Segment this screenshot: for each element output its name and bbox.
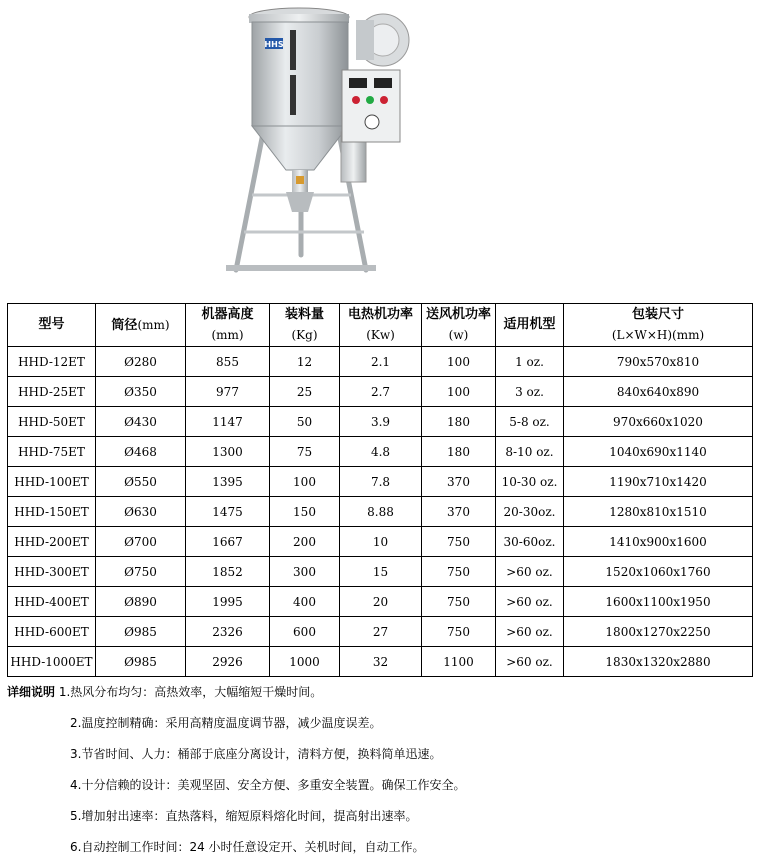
svg-text:HHS: HHS <box>264 40 284 49</box>
cell-package-size: 1190x710x1420 <box>564 467 753 497</box>
spec-table <box>7 303 753 677</box>
hopper-dryer-image <box>216 0 416 280</box>
cell-package-size: 970x660x1020 <box>564 407 753 437</box>
cell-package-size: 1040x690x1140 <box>564 437 753 467</box>
cell-heater-power: 8.88 <box>340 497 422 527</box>
cell-blower-power: 100 <box>422 347 496 377</box>
cell-blower-power: 750 <box>422 587 496 617</box>
cell-capacity: 25 <box>270 377 340 407</box>
header-diameter: 筒径(mm) <box>96 304 186 347</box>
header-height: 机器高度 (mm) <box>186 304 270 347</box>
cell-diameter: Ø430 <box>96 407 186 437</box>
cell-height: 1852 <box>186 557 270 587</box>
cell-height: 1300 <box>186 437 270 467</box>
cell-package-size: 1410x900x1600 <box>564 527 753 557</box>
cell-heater-power: 4.8 <box>340 437 422 467</box>
cell-machine-size: >60 oz. <box>496 647 564 677</box>
note-text: 1.热风分布均匀：高热效率，大幅缩短干燥时间。 <box>58 685 323 699</box>
note-item <box>7 683 322 700</box>
cell-heater-power: 7.8 <box>340 467 422 497</box>
details-heading: 详细说明 <box>7 685 56 699</box>
cell-height: 2326 <box>186 617 270 647</box>
cell-machine-size: >60 oz. <box>496 557 564 587</box>
table-body <box>8 347 753 677</box>
cell-heater-power: 2.1 <box>340 347 422 377</box>
cell-capacity: 150 <box>270 497 340 527</box>
cell-height: 2926 <box>186 647 270 677</box>
cell-machine-size: 3 oz. <box>496 377 564 407</box>
table-row <box>8 587 753 617</box>
header-blower-power: 送风机功率 (w) <box>422 304 496 347</box>
cell-capacity: 100 <box>270 467 340 497</box>
cell-blower-power: 100 <box>422 377 496 407</box>
cell-height: 1995 <box>186 587 270 617</box>
cell-package-size: 790x570x810 <box>564 347 753 377</box>
cell-machine-size: >60 oz. <box>496 587 564 617</box>
cell-machine-size: 10-30 oz. <box>496 467 564 497</box>
cell-blower-power: 180 <box>422 437 496 467</box>
cell-blower-power: 1100 <box>422 647 496 677</box>
note-item: 4.十分信赖的设计：美观坚固、安全方便、多重安全装置。确保工作安全。 <box>70 778 466 792</box>
cell-model: HHD-25ET <box>8 377 96 407</box>
cell-package-size: 1800x1270x2250 <box>564 617 753 647</box>
cell-height: 1475 <box>186 497 270 527</box>
note-item: 6.自动控制工作时间：24 小时任意设定开、关机时间，自动工作。 <box>70 840 425 854</box>
cell-blower-power: 370 <box>422 467 496 497</box>
cell-height: 977 <box>186 377 270 407</box>
cell-package-size: 1280x810x1510 <box>564 497 753 527</box>
cell-model: HHD-12ET <box>8 347 96 377</box>
cell-capacity: 300 <box>270 557 340 587</box>
cell-heater-power: 10 <box>340 527 422 557</box>
cell-model: HHD-50ET <box>8 407 96 437</box>
cell-package-size: 840x640x890 <box>564 377 753 407</box>
cell-model: HHD-300ET <box>8 557 96 587</box>
cell-diameter: Ø550 <box>96 467 186 497</box>
cell-model: HHD-150ET <box>8 497 96 527</box>
note-item: 2.温度控制精确：采用高精度温度调节器，减少温度误差。 <box>70 716 382 730</box>
cell-machine-size: 8-10 oz. <box>496 437 564 467</box>
cell-machine-size: 5-8 oz. <box>496 407 564 437</box>
cell-package-size: 1600x1100x1950 <box>564 587 753 617</box>
cell-diameter: Ø750 <box>96 557 186 587</box>
cell-model: HHD-1000ET <box>8 647 96 677</box>
cell-machine-size: >60 oz. <box>496 617 564 647</box>
cell-capacity: 400 <box>270 587 340 617</box>
cell-heater-power: 15 <box>340 557 422 587</box>
cell-height: 855 <box>186 347 270 377</box>
cell-machine-size: 20-30oz. <box>496 497 564 527</box>
cell-model: HHD-400ET <box>8 587 96 617</box>
header-heater-power: 电热机功率 (Kw) <box>340 304 422 347</box>
cell-capacity: 50 <box>270 407 340 437</box>
table-row <box>8 647 753 677</box>
cell-model: HHD-100ET <box>8 467 96 497</box>
table-row <box>8 617 753 647</box>
note-item: 5.增加射出速率：直热落料，缩短原料熔化时间，提高射出速率。 <box>70 809 418 823</box>
cell-blower-power: 750 <box>422 617 496 647</box>
cell-model: HHD-600ET <box>8 617 96 647</box>
cell-package-size: 1520x1060x1760 <box>564 557 753 587</box>
cell-model: HHD-200ET <box>8 527 96 557</box>
table-header-row <box>8 304 753 347</box>
cell-diameter: Ø700 <box>96 527 186 557</box>
cell-diameter: Ø630 <box>96 497 186 527</box>
note-item: 3.节省时间、人力：桶部于底座分离设计，清料方便，换料简单迅速。 <box>70 747 442 761</box>
header-package-size: 包装尺寸 (L×W×H)(mm) <box>564 304 753 347</box>
cell-capacity: 12 <box>270 347 340 377</box>
table-row <box>8 347 753 377</box>
cell-blower-power: 370 <box>422 497 496 527</box>
cell-diameter: Ø468 <box>96 437 186 467</box>
cell-heater-power: 2.7 <box>340 377 422 407</box>
cell-height: 1395 <box>186 467 270 497</box>
header-machine-size: 适用机型 <box>496 304 564 347</box>
cell-capacity: 600 <box>270 617 340 647</box>
table-row <box>8 557 753 587</box>
cell-diameter: Ø985 <box>96 647 186 677</box>
cell-capacity: 200 <box>270 527 340 557</box>
cell-heater-power: 20 <box>340 587 422 617</box>
cell-heater-power: 32 <box>340 647 422 677</box>
cell-machine-size: 1 oz. <box>496 347 564 377</box>
cell-heater-power: 27 <box>340 617 422 647</box>
cell-blower-power: 180 <box>422 407 496 437</box>
table-row <box>8 527 753 557</box>
cell-capacity: 1000 <box>270 647 340 677</box>
table-row <box>8 407 753 437</box>
cell-diameter: Ø280 <box>96 347 186 377</box>
cell-package-size: 1830x1320x2880 <box>564 647 753 677</box>
cell-heater-power: 3.9 <box>340 407 422 437</box>
cell-machine-size: 30-60oz. <box>496 527 564 557</box>
table-row <box>8 377 753 407</box>
cell-height: 1147 <box>186 407 270 437</box>
cell-diameter: Ø985 <box>96 617 186 647</box>
cell-blower-power: 750 <box>422 527 496 557</box>
cell-diameter: Ø890 <box>96 587 186 617</box>
cell-diameter: Ø350 <box>96 377 186 407</box>
cell-capacity: 75 <box>270 437 340 467</box>
table-row <box>8 497 753 527</box>
header-capacity: 装料量 (Kg) <box>270 304 340 347</box>
cell-height: 1667 <box>186 527 270 557</box>
table-row <box>8 437 753 467</box>
table-row <box>8 467 753 497</box>
cell-model: HHD-75ET <box>8 437 96 467</box>
cell-blower-power: 750 <box>422 557 496 587</box>
header-model: 型号 <box>8 304 96 347</box>
